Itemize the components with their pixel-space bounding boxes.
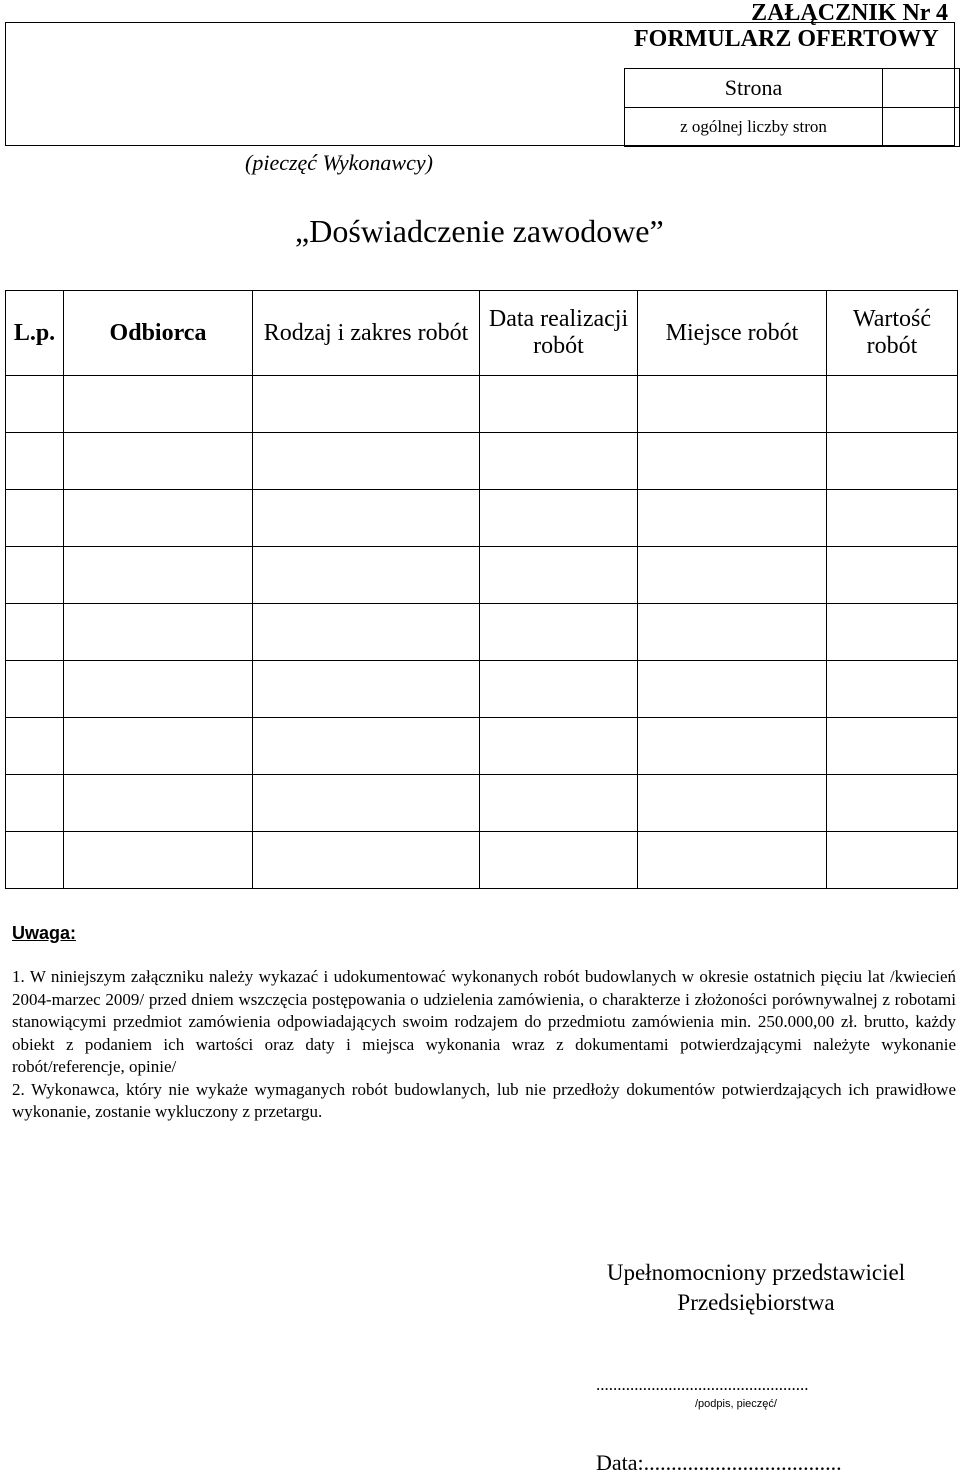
column-header-lp: L.p. [6, 291, 64, 376]
column-header-scope: Rodzaj i zakres robót [253, 291, 480, 376]
note-item-1: 1. W niniejszym załączniku należy wykazać i udokumentować wykonanych robót budowlanych w okresie ostatnich pięciu lat /kwiecień 2004-marzec 2009/ przed dniem wszczęcia postępowania o udzielenia zamówienia, o charakterze i złożoności porównywalnej z robotami stanowiącymi przedmiot zamówienia odpowiadających swoim rodzajem do przedmiotu zamówienia min. 250.000,00 zł. brutto, każdy obiekt z podaniem ich wartości oraz daty i miejsca wykonania wraz z dokumentami potwierdzającymi należyte wykonanie robót/referencje, opinie/ [12, 967, 956, 1076]
total-pages-label: z ogólnej liczby stron [625, 108, 883, 147]
note-body [12, 966, 956, 1124]
note-heading: Uwaga: [12, 923, 77, 943]
form-title: FORMULARZ OFERTOWY [634, 26, 939, 52]
signature-caption: /podpis, pieczęć/ [695, 1398, 777, 1410]
table-row[interactable] [6, 718, 958, 775]
table-row[interactable] [6, 490, 958, 547]
date-field[interactable]: Data:.................................... [596, 1450, 842, 1475]
signature-line-2: Przedsiębiorstwa [677, 1290, 835, 1315]
table-row[interactable] [6, 775, 958, 832]
page-number-table [624, 68, 960, 147]
signature-block-title [596, 1258, 916, 1318]
contractor-stamp-label: (pieczęć Wykonawcy) [245, 150, 433, 175]
table-row[interactable] [6, 376, 958, 433]
table-header-row [6, 291, 958, 376]
column-header-date: Data realizacji robót [480, 291, 638, 376]
table-row[interactable] [6, 604, 958, 661]
annex-number: ZAŁĄCZNIK Nr 4 [751, 0, 948, 26]
signature-field[interactable]: .................................................. [596, 1375, 809, 1394]
document-title: „Doświadczenie zawodowe” [295, 213, 664, 249]
signature-line-1: Upełnomocniony przedstawiciel [606, 1260, 906, 1285]
table-row[interactable] [6, 661, 958, 718]
table-row[interactable] [6, 832, 958, 889]
page-label: Strona [625, 69, 883, 108]
experience-table [5, 290, 958, 889]
column-header-location: Miejsce robót [638, 291, 827, 376]
column-header-recipient: Odbiorca [64, 291, 253, 376]
table-row[interactable] [6, 547, 958, 604]
page-number-field[interactable] [883, 69, 960, 108]
column-header-value: Wartość robót [827, 291, 958, 376]
note-item-2: 2. Wykonawca, który nie wykaże wymaganych robót budowlanych, lub nie przedłoży dokumentów potwierdzających ich prawidłowe wykonanie, zostanie wykluczony z przetargu. [12, 1079, 956, 1121]
total-pages-field[interactable] [883, 108, 960, 147]
table-row[interactable] [6, 433, 958, 490]
